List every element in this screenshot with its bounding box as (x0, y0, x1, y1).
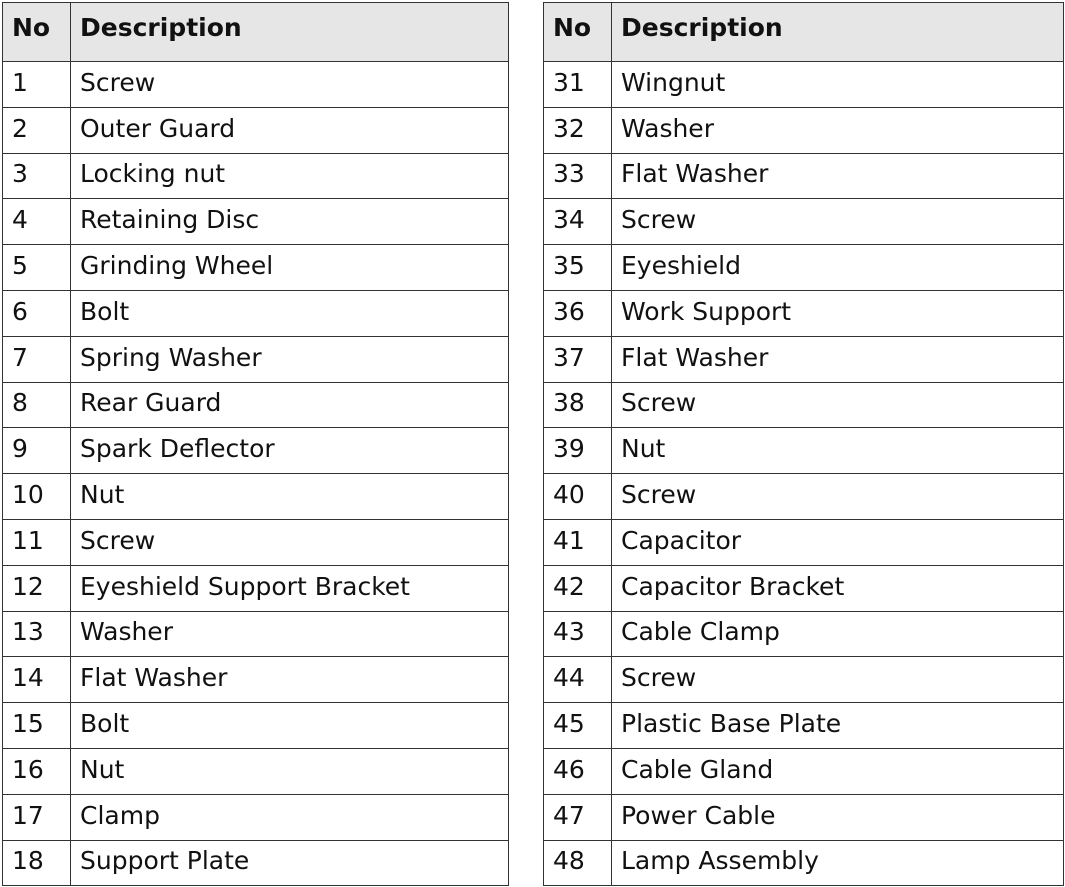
part-description-cell: Flat Washer (71, 657, 509, 703)
no-column-header: No (3, 3, 71, 62)
part-number-cell: 48 (544, 840, 612, 886)
part-description-cell: Spark Deflector (71, 428, 509, 474)
part-description-cell: Washer (71, 611, 509, 657)
table-row (3, 519, 509, 565)
part-number-cell: 10 (3, 474, 71, 520)
part-description-cell: Screw (612, 474, 1064, 520)
part-description-cell: Retaining Disc (71, 199, 509, 245)
table-row (544, 336, 1064, 382)
part-number-cell: 43 (544, 611, 612, 657)
table-row (3, 382, 509, 428)
part-number-cell: 33 (544, 153, 612, 199)
part-description-cell: Clamp (71, 794, 509, 840)
part-number-cell: 8 (3, 382, 71, 428)
part-number-cell: 4 (3, 199, 71, 245)
table-row (544, 565, 1064, 611)
table-row (544, 382, 1064, 428)
table-row (3, 657, 509, 703)
part-number-cell: 31 (544, 62, 612, 108)
part-number-cell: 32 (544, 107, 612, 153)
part-number-cell: 12 (3, 565, 71, 611)
part-number-cell: 41 (544, 519, 612, 565)
table-row (3, 565, 509, 611)
part-number-cell: 34 (544, 199, 612, 245)
part-number-cell: 3 (3, 153, 71, 199)
description-column-header: Description (71, 3, 509, 62)
table-row (544, 611, 1064, 657)
part-description-cell: Cable Clamp (612, 611, 1064, 657)
part-number-cell: 40 (544, 474, 612, 520)
part-description-cell: Screw (612, 657, 1064, 703)
part-description-cell: Nut (71, 474, 509, 520)
table-row (544, 519, 1064, 565)
part-description-cell: Washer (612, 107, 1064, 153)
table-row (544, 474, 1064, 520)
table-row (3, 703, 509, 749)
part-description-cell: Eyeshield Support Bracket (71, 565, 509, 611)
part-number-cell: 6 (3, 290, 71, 336)
part-number-cell: 35 (544, 245, 612, 291)
part-description-cell: Lamp Assembly (612, 840, 1064, 886)
table-row (3, 748, 509, 794)
part-description-cell: Eyeshield (612, 245, 1064, 291)
part-number-cell: 45 (544, 703, 612, 749)
part-number-cell: 5 (3, 245, 71, 291)
table-row (3, 245, 509, 291)
table-row (3, 428, 509, 474)
table-row (3, 62, 509, 108)
part-number-cell: 37 (544, 336, 612, 382)
part-number-cell: 14 (3, 657, 71, 703)
part-description-cell: Work Support (612, 290, 1064, 336)
part-number-cell: 15 (3, 703, 71, 749)
parts-table-right (543, 2, 1064, 886)
table-row (544, 428, 1064, 474)
parts-table-left (2, 2, 509, 886)
part-number-cell: 1 (3, 62, 71, 108)
table-row (544, 840, 1064, 886)
part-number-cell: 36 (544, 290, 612, 336)
part-description-cell: Flat Washer (612, 336, 1064, 382)
part-description-cell: Nut (71, 748, 509, 794)
part-number-cell: 11 (3, 519, 71, 565)
table-row (544, 794, 1064, 840)
table-row (544, 657, 1064, 703)
table-row (544, 153, 1064, 199)
table-row (3, 199, 509, 245)
part-number-cell: 17 (3, 794, 71, 840)
part-number-cell: 9 (3, 428, 71, 474)
part-description-cell: Power Cable (612, 794, 1064, 840)
table-row (3, 611, 509, 657)
part-number-cell: 7 (3, 336, 71, 382)
part-number-cell: 44 (544, 657, 612, 703)
part-number-cell: 16 (3, 748, 71, 794)
part-description-cell: Wingnut (612, 62, 1064, 108)
part-number-cell: 38 (544, 382, 612, 428)
part-description-cell: Outer Guard (71, 107, 509, 153)
table-row (544, 748, 1064, 794)
part-description-cell: Screw (612, 199, 1064, 245)
part-description-cell: Screw (612, 382, 1064, 428)
part-number-cell: 47 (544, 794, 612, 840)
part-description-cell: Capacitor Bracket (612, 565, 1064, 611)
table-row (3, 794, 509, 840)
part-description-cell: Screw (71, 62, 509, 108)
part-description-cell: Locking nut (71, 153, 509, 199)
part-description-cell: Plastic Base Plate (612, 703, 1064, 749)
table-row (3, 840, 509, 886)
part-description-cell: Spring Washer (71, 336, 509, 382)
description-column-header: Description (612, 3, 1064, 62)
table-row (3, 290, 509, 336)
table-row (544, 62, 1064, 108)
table-row (3, 153, 509, 199)
part-description-cell: Bolt (71, 290, 509, 336)
part-description-cell: Cable Gland (612, 748, 1064, 794)
part-description-cell: Rear Guard (71, 382, 509, 428)
table-row (544, 290, 1064, 336)
table-row (544, 245, 1064, 291)
table-row (544, 107, 1064, 153)
part-number-cell: 18 (3, 840, 71, 886)
part-description-cell: Capacitor (612, 519, 1064, 565)
part-number-cell: 13 (3, 611, 71, 657)
part-description-cell: Grinding Wheel (71, 245, 509, 291)
header-row (3, 3, 509, 62)
part-number-cell: 42 (544, 565, 612, 611)
header-row (544, 3, 1064, 62)
table-row (544, 703, 1064, 749)
part-description-cell: Bolt (71, 703, 509, 749)
table-row (3, 474, 509, 520)
part-number-cell: 2 (3, 107, 71, 153)
table-row (3, 336, 509, 382)
table-row (3, 107, 509, 153)
part-description-cell: Nut (612, 428, 1064, 474)
part-number-cell: 46 (544, 748, 612, 794)
table-row (544, 199, 1064, 245)
part-number-cell: 39 (544, 428, 612, 474)
no-column-header: No (544, 3, 612, 62)
part-description-cell: Flat Washer (612, 153, 1064, 199)
part-description-cell: Screw (71, 519, 509, 565)
part-description-cell: Support Plate (71, 840, 509, 886)
